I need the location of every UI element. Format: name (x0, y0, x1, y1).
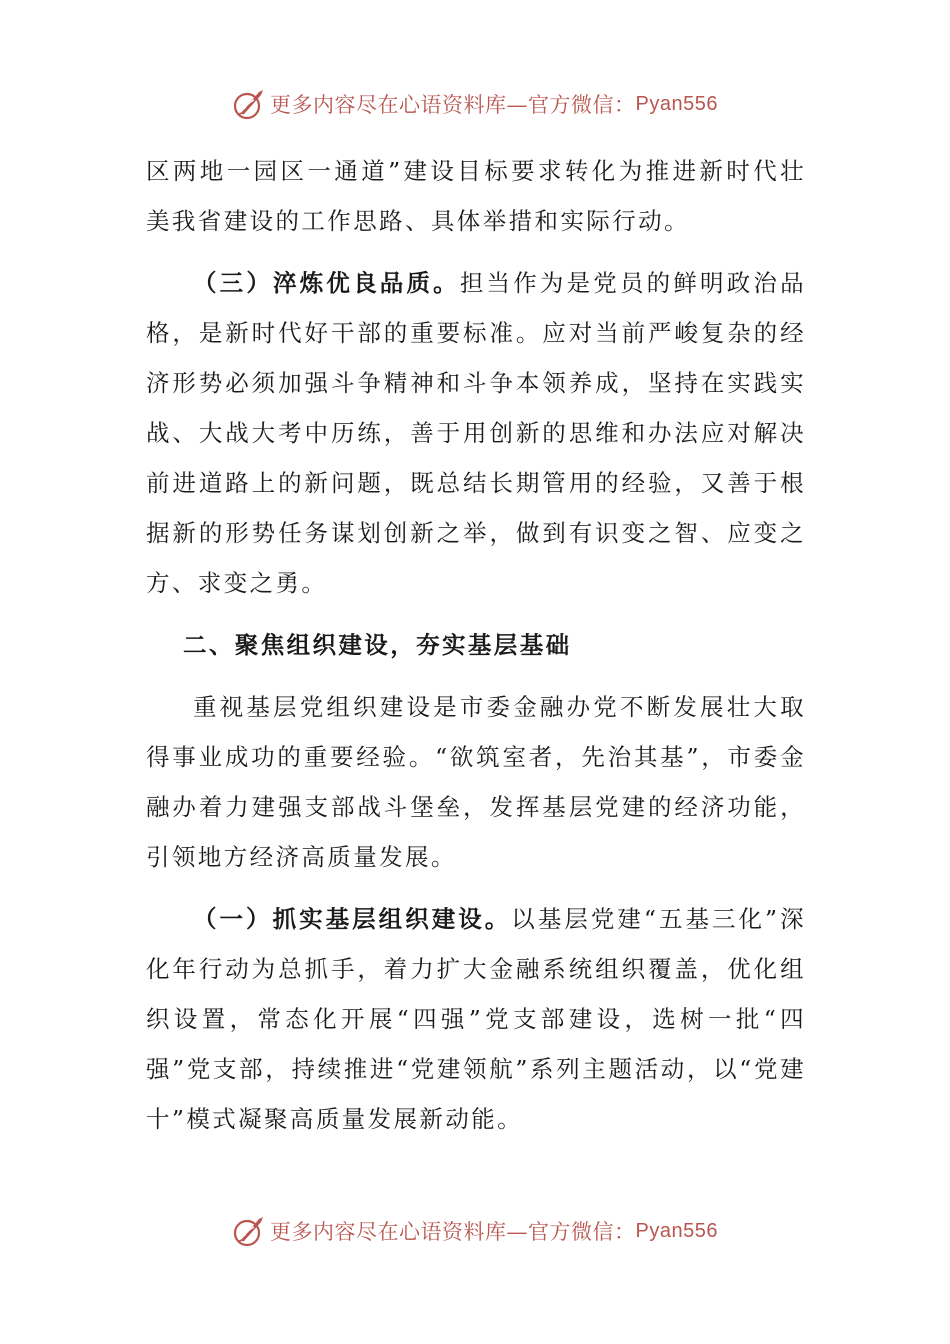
section-heading: 二、聚焦组织建设，夯实基层基础 (183, 631, 572, 659)
document-body (146, 146, 806, 1144)
paragraph-grassroots (146, 894, 806, 1144)
watermark-text: 更多内容尽在心语资料库—官方微信： (270, 93, 636, 117)
quill-pen-logo-icon (232, 1214, 266, 1248)
paragraph-lead-grassroots: （一）抓实基层组织建设。 (193, 905, 512, 933)
quill-pen-logo-icon (232, 87, 266, 121)
paragraph-body-grassroots: 以基层党建“五基三化”深化年行动为总抓手，着力扩大金融系统组织覆盖，优化组织设置，常态化开展“四强”党支部建设，选树一批“四强”党支部，持续推进“党建领航”系列主题活动，以“党建十”模式凝聚高质量发展新动能。 (146, 905, 806, 1133)
footer-watermark (0, 1211, 950, 1251)
watermark-text: 更多内容尽在心语资料库—官方微信： (270, 1220, 636, 1244)
watermark-wechat-id: Pyan556 (635, 92, 718, 115)
header-watermark (0, 84, 950, 124)
paragraph-continuation: 区两地一园区一通道”建设目标要求转化为推进新时代壮美我省建设的工作思路、具体举措和实际行动。 (146, 157, 806, 235)
paragraph-organization: 重视基层党组织建设是市委金融办党不断发展壮大取得事业成功的重要经验。“欲筑室者，先治其基”，市委金融办着力建强支部战斗堡垒，发挥基层党建的经济功能，引领地方经济高质量发展。 (146, 693, 806, 871)
paragraph-body-quality: 担当作为是党员的鲜明政治品格，是新时代好干部的重要标准。应对当前严峻复杂的经济形势必须加强斗争精神和斗争本领养成，坚持在实践实战、大战大考中历练，善于用创新的思维和办法应对解决前进道路上的新问题，既总结长期管用的经验，又善于根据新的形势任务谋划创新之举，做到有识变之智、应变之方、求变之勇。 (146, 269, 807, 597)
watermark-wechat-id: Pyan556 (635, 1219, 718, 1242)
paragraph-quality (146, 258, 806, 608)
paragraph-lead-quality: （三）淬炼优良品质。 (193, 269, 460, 297)
